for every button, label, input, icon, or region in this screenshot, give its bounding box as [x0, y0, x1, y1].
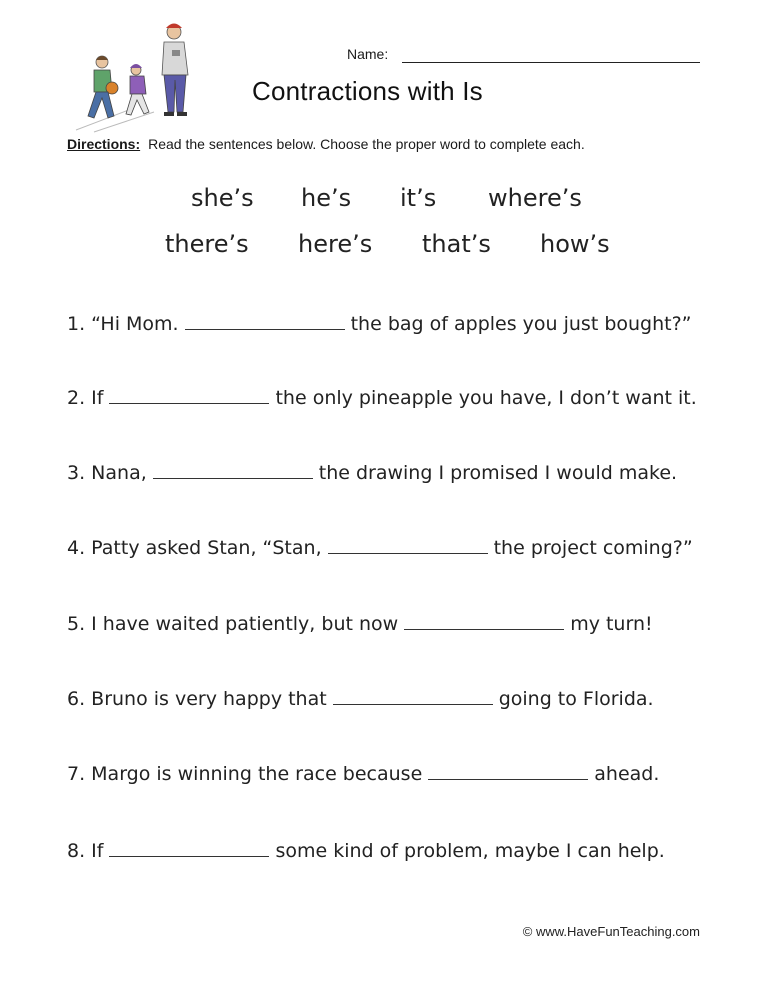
runner-boy-figure	[88, 56, 118, 118]
name-field-label	[347, 46, 388, 62]
sentence-text: some kind of problem, maybe I can help.	[275, 840, 665, 862]
sentence-text: 1. “Hi Mom.	[67, 313, 179, 335]
copyright-footer: © www.HaveFunTeaching.com	[522, 924, 700, 939]
worksheet-title: Contractions with Is	[252, 76, 483, 106]
sentence-text: 2. If	[67, 387, 104, 409]
sentence-4	[67, 537, 693, 559]
sentence-text: 4. Patty asked Stan, “Stan,	[67, 537, 322, 559]
directions-label: Directions:	[67, 136, 141, 152]
answer-blank[interactable]	[328, 552, 488, 554]
sentence-text: 3. Nana,	[67, 462, 147, 484]
word-bank-item: where’s	[488, 184, 582, 212]
sentence-text: the only pineapple you have, I don’t want it.	[275, 387, 697, 409]
sentence-2	[67, 387, 697, 409]
sentence-1	[67, 313, 692, 335]
sentence-text: the drawing I promised I would make.	[318, 462, 678, 484]
sentence-7	[67, 763, 659, 785]
answer-blank[interactable]	[153, 477, 313, 479]
directions-text: Read the sentences below. Choose the proper word to complete each.	[148, 136, 585, 152]
sentence-3	[67, 462, 677, 484]
word-bank-item: how’s	[540, 230, 610, 258]
sentence-text: 7. Margo is winning the race because	[67, 763, 423, 785]
sentence-5	[67, 613, 653, 635]
sentence-text: going to Florida.	[498, 688, 654, 710]
word-bank-item: she’s	[191, 184, 254, 212]
word-bank-item: that’s	[422, 230, 491, 258]
sentence-text: 8. If	[67, 840, 104, 862]
coach-figure	[162, 24, 188, 117]
sentence-6	[67, 688, 654, 710]
name-label: Name:	[347, 46, 389, 62]
sentence-text: 5. I have waited patiently, but now	[67, 613, 399, 635]
answer-blank[interactable]	[109, 855, 269, 857]
answer-blank[interactable]	[185, 328, 345, 330]
sentence-text: the project coming?”	[493, 537, 693, 559]
name-line[interactable]	[402, 62, 700, 63]
directions	[67, 136, 585, 152]
answer-blank[interactable]	[404, 628, 564, 630]
word-bank-item: it’s	[400, 184, 437, 212]
runner-girl-figure	[126, 64, 149, 115]
sentence-text: my turn!	[570, 613, 653, 635]
word-bank-item: he’s	[301, 184, 352, 212]
sentence-text: ahead.	[594, 763, 660, 785]
answer-blank[interactable]	[109, 402, 269, 404]
word-bank-item: here’s	[298, 230, 373, 258]
runners-illustration	[74, 20, 204, 135]
sentence-8	[67, 840, 665, 862]
sentence-text: the bag of apples you just bought?”	[350, 313, 692, 335]
answer-blank[interactable]	[333, 703, 493, 705]
sentence-text: 6. Bruno is very happy that	[67, 688, 327, 710]
answer-blank[interactable]	[428, 778, 588, 780]
word-bank-item: there’s	[165, 230, 249, 258]
